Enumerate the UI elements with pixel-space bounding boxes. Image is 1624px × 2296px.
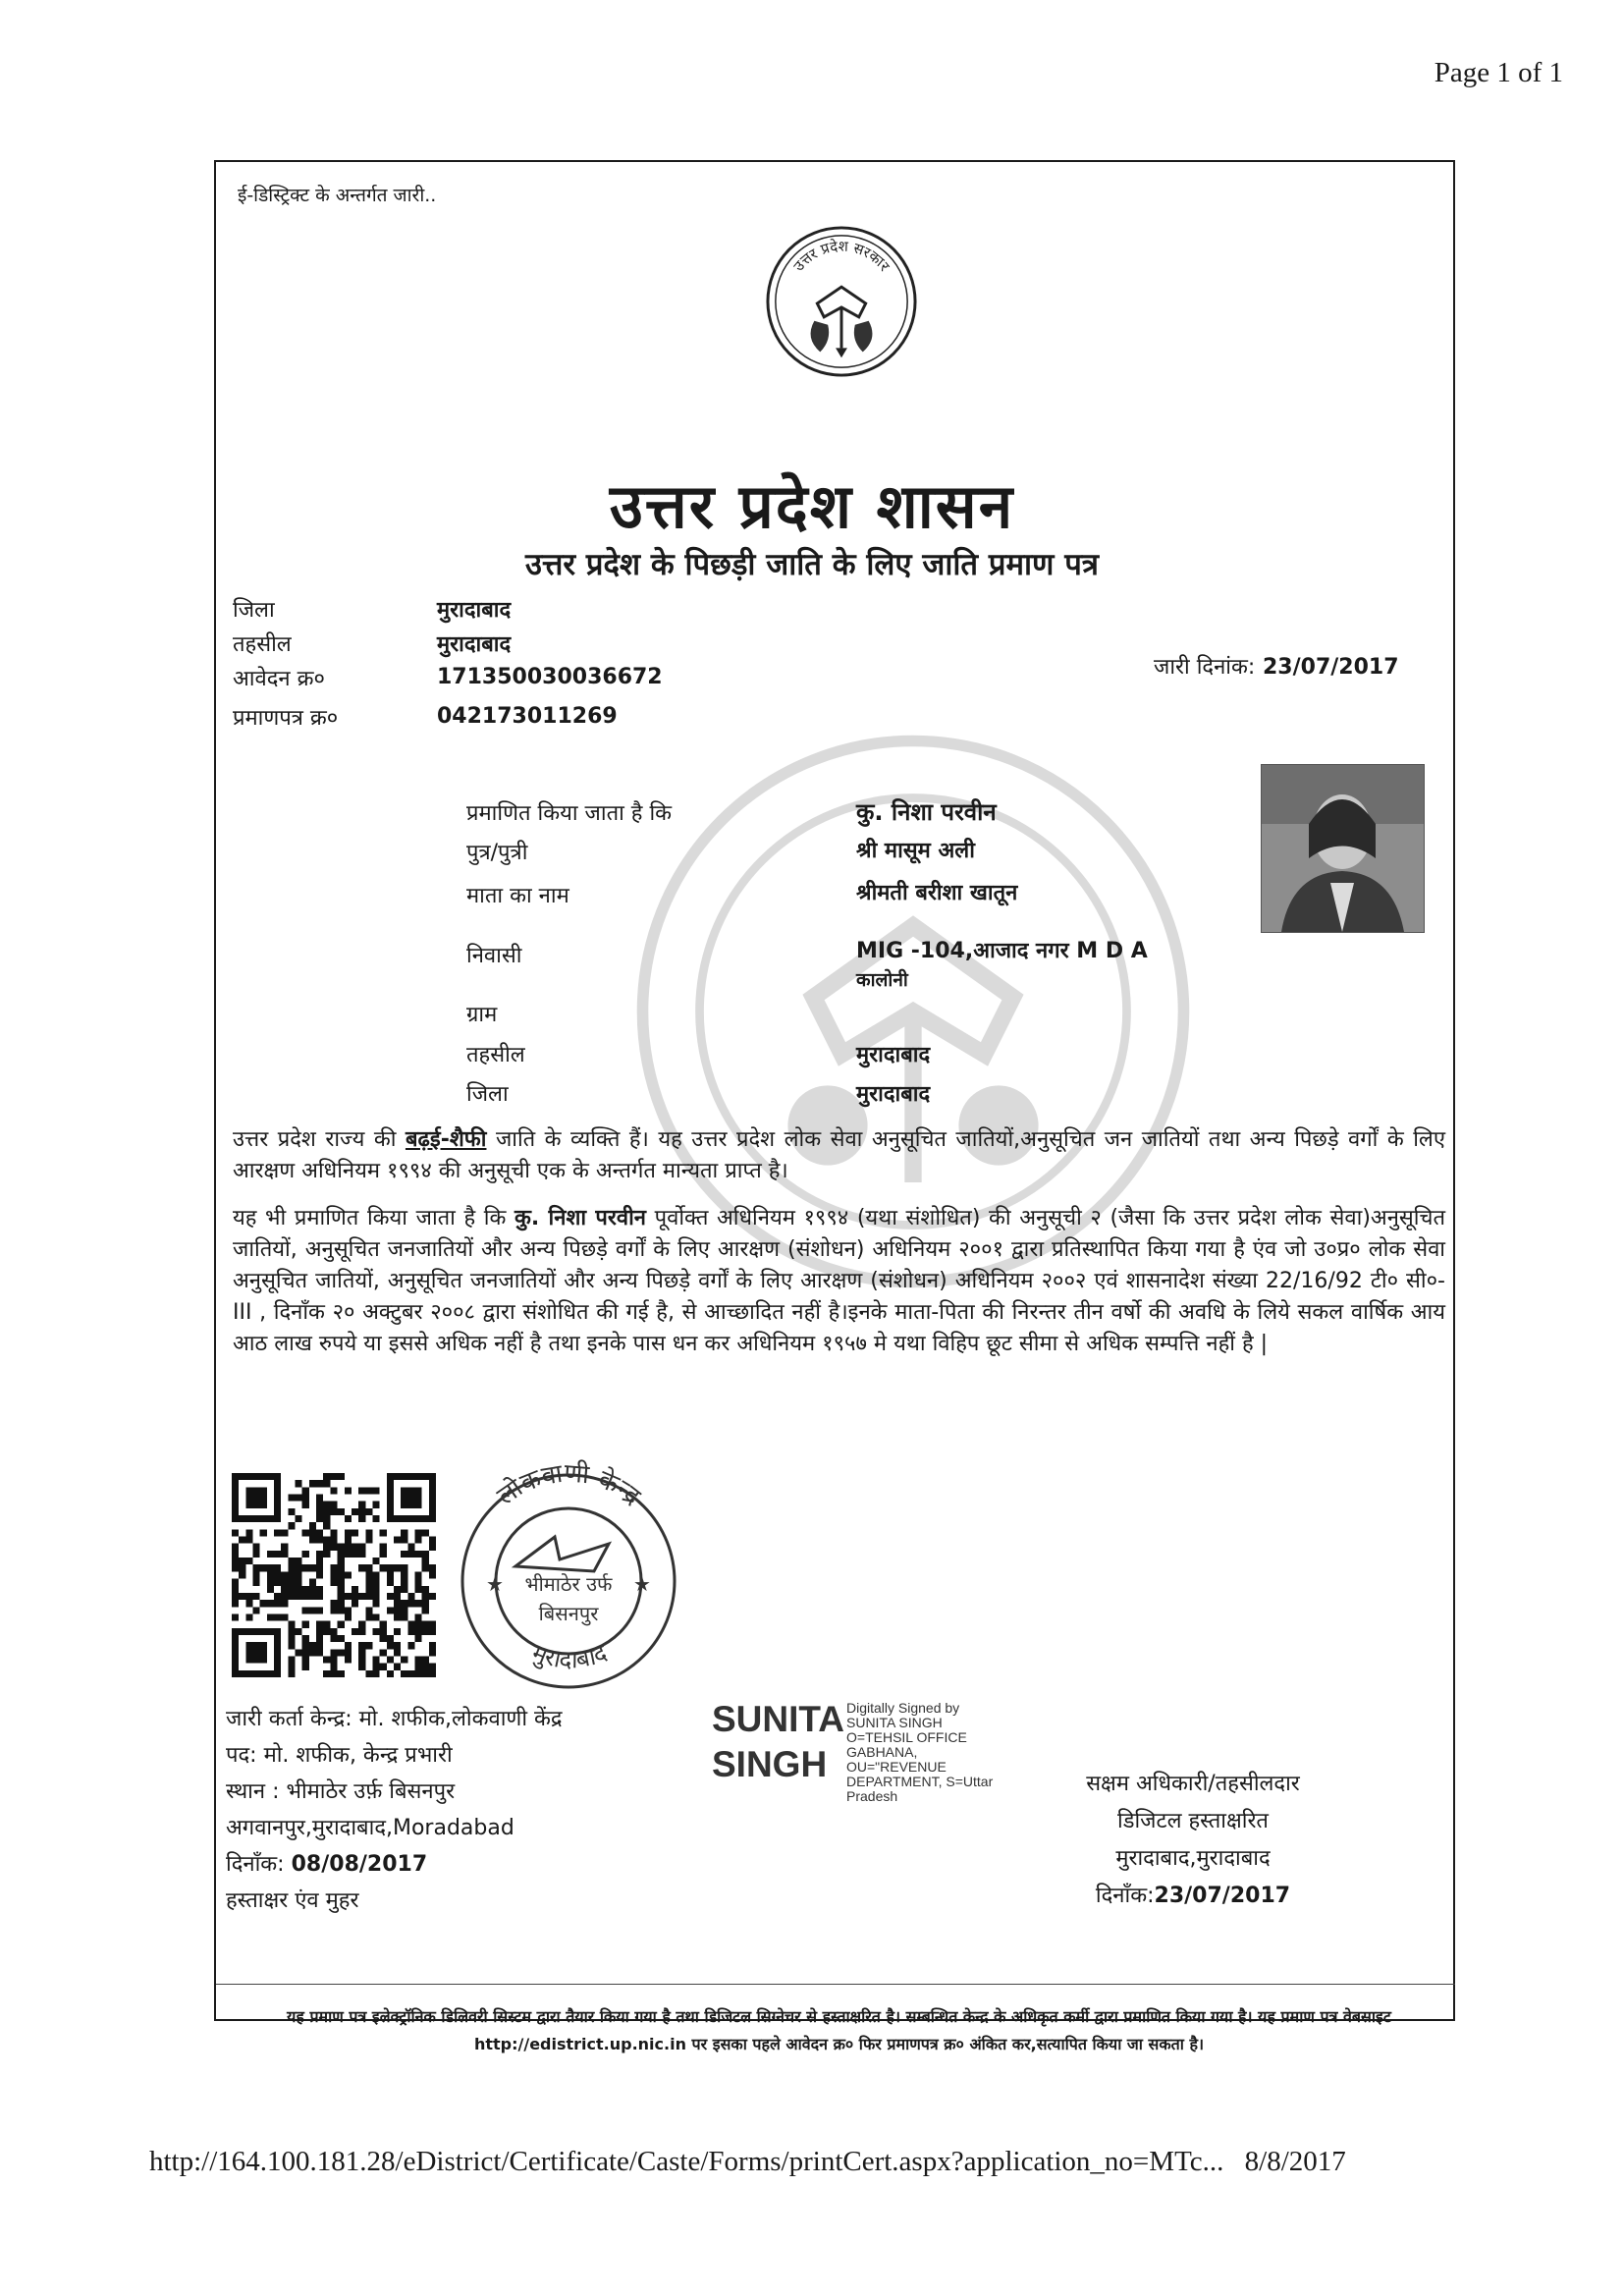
svg-text:मुरादाबाद — [528, 1639, 612, 1674]
issuer-date-label: दिनाँक: — [226, 1852, 285, 1877]
officer-date-label: दिनाँक: — [1095, 1884, 1155, 1908]
officer-title: सक्षम अधिकारी/तहसीलदार — [1086, 1772, 1300, 1796]
svg-text:उत्तर प्रदेश सरकार — [790, 238, 893, 276]
stamp-line2: बिसनपुर — [538, 1602, 599, 1625]
stamp-bottom-text: मुरादाबाद — [528, 1638, 611, 1674]
qr-code — [232, 1473, 436, 1677]
caste-name: बढ़ई-शैफी — [405, 1127, 487, 1152]
certificate-title: उत्तर प्रदेश के पिछड़ी जाति के लिए जाति प्रमाण पत्र — [525, 547, 1099, 582]
tehsil-value: मुरादाबाद — [437, 632, 512, 657]
signer-name-line1: SUNITA — [712, 1699, 844, 1739]
parent-label: पुत्र/पुत्री — [466, 841, 528, 865]
footer-divider — [216, 1984, 1455, 1985]
person-district-value: मुरादाबाद — [856, 1082, 931, 1107]
edistrict-note: ई-डिस्ट्रिक्ट के अन्तर्गत जारी.. — [238, 185, 437, 206]
signer-name-line2: SINGH — [712, 1744, 828, 1784]
tehsil-label: तहसील — [233, 632, 292, 657]
para2-suffix: पूर्वोक्त अधिनियम १९९४ (यथा संशोधित) की अनुसूची २ (जैसा कि उत्तर प्रदेश लोक सेवा)अनुसूचित जातियों, अनुसूचित जनजातियों और अन्य पिछड़े वर्गों के लिए आरक्षण (संशोधन) अधिनियम २००१ द्वारा प्रतिस्थापित किया गया है एंव जो उ०प्र० लोक सेवा अनुसूचित जातियों, अनुसूचित जनजातियों और अन्य पिछड़े वर्गों के लिए आरक्षण (संशोधन) अधिनियम २००२ एवं शासनादेश संख्या 22/16/92 टी० सी०-III , दिनाँक २० अक्टुबर २००८ द्वारा संशोधित की गई है, से आच्छादित नहीं है।इनके माता-पिता की निरन्तर तीन वर्षो की अवधि के लिये सकल वार्षिक आय आठ लाख रुपये या इससे अधिक नहीं है तथा इनके पास धन कर अधिनियम १९५७ मे यथा विहिप छूट सीमा से अधिक सम्पत्ति नहीं है | — [233, 1206, 1445, 1356]
address-line2: कालोनी — [856, 969, 908, 991]
stamp-star-left: ★ — [486, 1572, 504, 1596]
svg-text:लोकवाणी केन्द्र — [491, 1457, 646, 1512]
person-district-label: जिला — [466, 1082, 509, 1107]
para2-prefix: यह भी प्रमाणित किया जाता है कि — [233, 1206, 514, 1230]
issue-date — [1154, 651, 1399, 681]
issuing-center: जारी कर्ता केन्द्र: मो. शफीक,लोकवाणी केंद्र — [226, 1707, 563, 1731]
officer-date — [1031, 1878, 1355, 1915]
father-name: श्री मासूम अली — [856, 839, 975, 863]
lokvani-kendra-stamp — [447, 1453, 687, 1709]
dsig-line: O=TEHSIL OFFICE — [846, 1729, 967, 1745]
applicant-photo — [1261, 764, 1425, 933]
address-line1: MIG -104,आजाद नगर M D A — [856, 939, 1148, 963]
page-number: Page 1 of 1 — [1434, 57, 1563, 88]
dsig-line: SUNITA SINGH — [846, 1715, 943, 1730]
certificate-no-value: 042173011269 — [437, 704, 618, 729]
stamp-top-text: लोकवाणी केन्द्र — [491, 1458, 646, 1512]
government-title: उत्तर प्रदेश शासन — [609, 470, 1015, 542]
issuer-block — [226, 1701, 563, 1919]
creamy-layer-paragraph — [233, 1203, 1445, 1360]
mother-name: श्रीमती बरीशा खातून — [856, 881, 1018, 905]
signer-name — [712, 1697, 844, 1787]
district-label: जिला — [233, 598, 275, 623]
issuer-post: पद: मो. शफीक, केन्द्र प्रभारी — [226, 1743, 453, 1768]
footer-note: यह प्रमाण पत्र इलेक्ट्रॉनिक डिलिवरी सिस्टम द्वारा तैयार किया गया है तथा डिजिटल सिग्नेचर से हस्ताक्षरित है। सम्बन्धित केन्द्र के अधिकृत कर्मी द्वारा प्रमाणित किया गया है। यह प्रमाण पत्र वेबसाइट http://edistrict.up.nic.in पर इसका पहले आवेदन क्र० फिर प्रमाणपत्र क्र० अंकित कर,सत्यापित किया जा सकता है। — [287, 2007, 1391, 2053]
stamp-star-right: ★ — [633, 1572, 651, 1596]
para2-person-name: कु. निशा परवीन — [514, 1206, 647, 1230]
photo-silhouette — [1262, 765, 1424, 932]
stamp-line1: भीमाठेर उर्फ — [524, 1572, 613, 1596]
issue-date-label: जारी दिनांक: — [1154, 655, 1256, 680]
print-footer — [149, 2146, 1346, 2178]
officer-date-value: 23/07/2017 — [1154, 1884, 1291, 1908]
district-value: मुरादाबाद — [437, 598, 512, 623]
certificate-no-label: प्रमाणपत्र क्र० — [233, 706, 339, 731]
officer-block — [1031, 1766, 1355, 1915]
issuer-date-value: 08/08/2017 — [291, 1852, 428, 1877]
officer-location: मुरादाबाद,मुरादाबाद — [1115, 1846, 1271, 1871]
emblem-arc-text: उत्तर प्रदेश सरकार — [790, 238, 893, 275]
issuer-address: अगवानपुर,मुरादाबाद,Moradabad — [226, 1816, 514, 1840]
digital-signature-details — [846, 1701, 993, 1804]
officer-digital: डिजिटल हस्ताक्षरित — [1117, 1809, 1269, 1833]
issuer-place: स्थान : भीमाठेर उर्फ़ बिसनपुर — [226, 1779, 456, 1804]
dsig-line: Digitally Signed by — [846, 1700, 960, 1716]
dsig-line: OU="REVENUE — [846, 1759, 947, 1775]
application-no-value: 171350030036672 — [437, 665, 663, 689]
dsig-line: DEPARTMENT, S=Uttar — [846, 1774, 994, 1789]
certified-label: प्रमाणित किया जाता है कि — [466, 801, 673, 826]
resident-label: निवासी — [466, 944, 522, 968]
dsig-line: Pradesh — [846, 1788, 898, 1804]
print-url: http://164.100.181.28/eDistrict/Certificate/Caste/Forms/printCert.aspx?application_no=MTc... — [149, 2146, 1224, 2177]
print-date: 8/8/2017 — [1244, 2146, 1346, 2177]
person-tehsil-label: तहसील — [466, 1043, 525, 1067]
village-label: ग्राम — [466, 1003, 498, 1027]
sign-seal-label: हस्ताक्षर एंव मुहर — [226, 1888, 359, 1913]
issue-date-value: 23/07/2017 — [1262, 655, 1399, 680]
caste-paragraph — [233, 1124, 1445, 1187]
dsig-line: GABHANA, — [846, 1744, 918, 1760]
para1-prefix: उत्तर प्रदेश राज्य की — [233, 1127, 406, 1152]
mother-label: माता का नाम — [466, 884, 569, 908]
up-government-emblem — [764, 224, 919, 379]
para1-suffix: जाति के व्यक्ति हैं। यह उत्तर प्रदेश लोक सेवा अनुसूचित जातियों,अनुसूचित जन जातियों तथा अन्य पिछड़े वर्गों के लिए आरक्षण अधिनियम १९९४ की अनुसूची एक के अन्तर्गत मान्यता प्राप्त है। — [233, 1127, 1445, 1183]
issuer-date — [226, 1846, 563, 1883]
person-name: कु. निशा परवीन — [856, 798, 997, 826]
person-tehsil-value: मुरादाबाद — [856, 1043, 931, 1067]
application-no-label: आवेदन क्र० — [233, 667, 325, 691]
